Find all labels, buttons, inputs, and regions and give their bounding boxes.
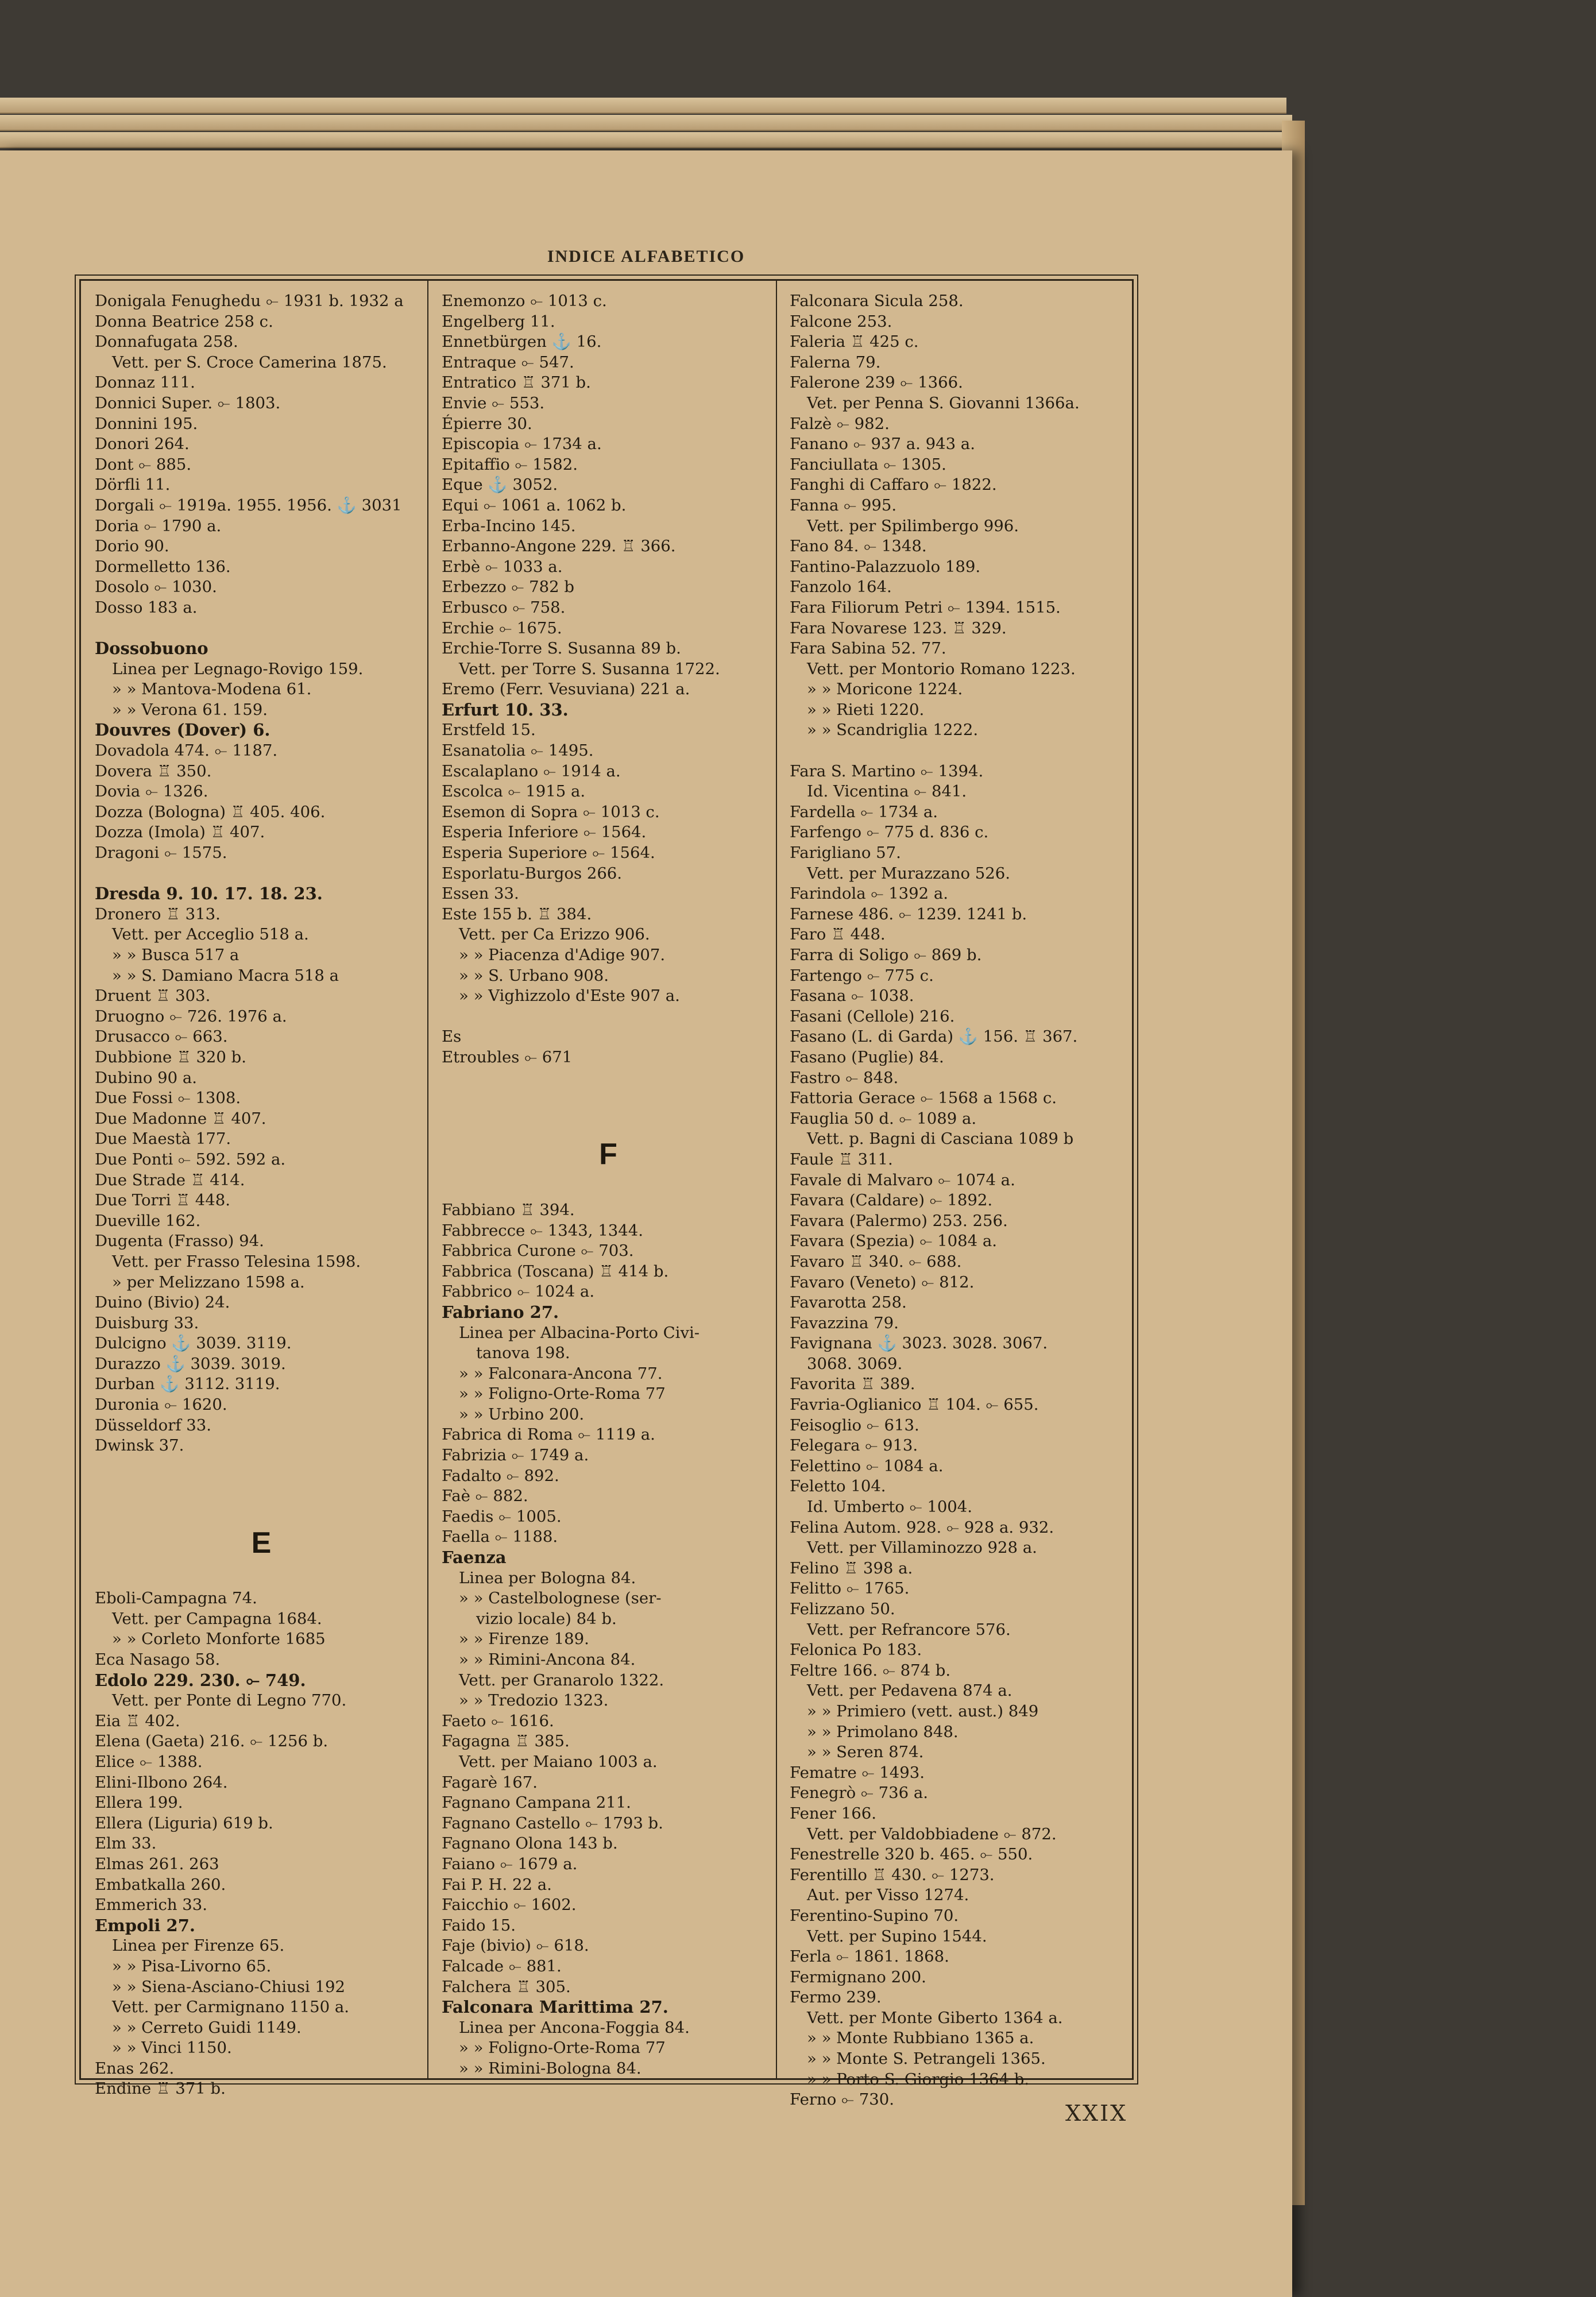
index-entry: Falconara Marittima 27. (442, 1997, 668, 2017)
index-entry: Vett. per Torre S. Susanna 1722. (459, 659, 720, 678)
index-entry: Embatkalla 260. (95, 1875, 226, 1894)
index-entry: Dozza (Imola) ♖ 407. (95, 823, 265, 842)
index-entry: Duino (Bivio) 24. (95, 1293, 230, 1312)
index-entry: 3068. 3069. (807, 1354, 903, 1373)
index-entry: Vet. per Penna S. Giovanni 1366a. (807, 393, 1080, 412)
index-entry: Ennetbürgen ⚓ 16. (442, 332, 602, 351)
spacer (790, 741, 1123, 761)
index-entry: Esemon di Sopra ⟜ 1013 c. (442, 802, 660, 821)
index-entry: Dovera ♖ 350. (95, 761, 212, 780)
index-entry: Dubino 90 a. (95, 1068, 198, 1087)
index-entry: Fantino-Palazzuolo 189. (790, 557, 981, 576)
index-entry: Favignana ⚓ 3023. 3028. 3067. (790, 1334, 1048, 1353)
index-entry: Fasano (Puglie) 84. (790, 1047, 944, 1066)
index-entry: Favria-Oglianico ♖ 104. ⟜ 655. (790, 1395, 1039, 1414)
index-entry: Dorio 90. (95, 537, 169, 556)
index-entry: Esperia Inferiore ⟜ 1564. (442, 823, 647, 842)
index-entry: Dorgali ⟜ 1919a. 1955. 1956. ⚓ 3031 (95, 496, 402, 515)
index-entry: Durban ⚓ 3112. 3119. (95, 1375, 280, 1394)
index-entry: Fagagna ♖ 385. (442, 1732, 570, 1751)
index-entry: Vett. p. Bagni di Casciana 1089 b (807, 1130, 1074, 1148)
index-entry: Felino ♖ 398 a. (790, 1559, 913, 1577)
index-entry: Erba-Incino 145. (442, 516, 576, 535)
index-entry: Faè ⟜ 882. (442, 1487, 528, 1506)
index-entry: Faedis ⟜ 1005. (442, 1507, 562, 1526)
index-entry: Vett. per Campagna 1684. (112, 1609, 322, 1628)
index-entry: Dont ⟜ 885. (95, 455, 192, 474)
index-entry: Fermo 239. (790, 1988, 882, 2007)
index-entry: Etroubles ⟜ 671 (442, 1047, 573, 1066)
index-entry: Doria ⟜ 1790 a. (95, 516, 222, 535)
index-entry: Faenza (442, 1548, 507, 1568)
index-entry: Fabbrecce ⟜ 1343, 1344. (442, 1221, 643, 1240)
index-entry: Vett. per Ponte di Legno 770. (112, 1691, 347, 1710)
index-entry: Vett. per Monte Giberto 1364 a. (807, 2008, 1063, 2027)
index-entry: » » Verona 61. 159. (112, 700, 268, 719)
index-entry: Fanano ⟜ 937 a. 943 a. (790, 435, 975, 454)
index-entry: Falerone 239 ⟜ 1366. (790, 373, 963, 392)
index-entry: Vett. per Villaminozzo 928 a. (807, 1538, 1037, 1557)
index-entry: Fardella ⟜ 1734 a. (790, 802, 938, 821)
index-entry: » » Tredozio 1323. (459, 1691, 609, 1710)
index-entry: Fattoria Gerace ⟜ 1568 a 1568 c. (790, 1089, 1057, 1108)
page-number: XXIX (1065, 2101, 1128, 2126)
index-entry: Donnaz 111. (95, 373, 195, 392)
index-entry: Dubbione ♖ 320 b. (95, 1047, 247, 1066)
index-entry: Favara (Caldare) ⟜ 1892. (790, 1191, 993, 1210)
index-entry: » » Rimini-Bologna 84. (459, 2059, 642, 2078)
index-entry: Fasano (L. di Garda) ⚓ 156. ♖ 367. (790, 1027, 1078, 1046)
index-entry: Düsseldorf 33. (95, 1416, 212, 1434)
index-entry: Fano 84. ⟜ 1348. (790, 537, 927, 556)
index-entry: Ferla ⟜ 1861. 1868. (790, 1947, 949, 1966)
index-entry: Favaro (Veneto) ⟜ 812. (790, 1273, 975, 1291)
index-entry: Due Strade ♖ 414. (95, 1170, 245, 1189)
index-entry: Vett. per Carmignano 1150 a. (112, 1998, 349, 2017)
index-entry: Ellera 199. (95, 1793, 183, 1812)
index-entry: Fagnano Campana 211. (442, 1793, 631, 1812)
index-entry: Entratico ♖ 371 b. (442, 373, 591, 392)
index-entry: Falcone 253. (790, 312, 892, 331)
index-entry: Epitaffio ⟜ 1582. (442, 455, 578, 474)
index-entry: Fenegrò ⟜ 736 a. (790, 1784, 928, 1803)
index-entry: Dosso 183 a. (95, 598, 198, 617)
index-entry: Equi ⟜ 1061 a. 1062 b. (442, 496, 627, 515)
index-entry: Douvres (Dover) 6. (95, 720, 270, 740)
index-entry: » » Scandriglia 1222. (807, 721, 979, 740)
index-entry: Dulcigno ⚓ 3039. 3119. (95, 1334, 292, 1353)
index-entry: Envie ⟜ 553. (442, 393, 545, 412)
index-column-3 (790, 291, 1123, 2110)
index-entry: Fadalto ⟜ 892. (442, 1466, 559, 1485)
index-entry: Farfengo ⟜ 775 d. 836 c. (790, 823, 989, 842)
index-entry: Faido 15. (442, 1916, 516, 1935)
index-entry: » » Castelbolognese (ser- (459, 1589, 662, 1608)
index-entry: Linea per Bologna 84. (459, 1568, 636, 1587)
index-entry: Erbezzo ⟜ 782 b (442, 578, 574, 597)
index-entry: Fai P. H. 22 a. (442, 1875, 552, 1894)
index-entry: Fauglia 50 d. ⟜ 1089 a. (790, 1109, 977, 1128)
index-entry: » » S. Damiano Macra 518 a (112, 966, 339, 985)
spacer (442, 1007, 775, 1027)
index-entry: Erbanno-Angone 229. ♖ 366. (442, 537, 676, 556)
index-entry: Vett. per Granarolo 1322. (459, 1670, 664, 1689)
index-column-1 (95, 291, 428, 2099)
index-entry: Fabbrico ⟜ 1024 a. (442, 1282, 595, 1301)
index-entry: Dronero ♖ 313. (95, 904, 221, 923)
index-entry: Edolo 229. 230. ⟜ 749. (95, 1670, 306, 1690)
index-entry: Erstfeld 15. (442, 721, 536, 740)
index-entry: Endine ♖ 371 b. (95, 2079, 226, 2098)
spacer (442, 1068, 775, 1089)
index-entry: Erbusco ⟜ 758. (442, 598, 566, 617)
index-entry: Vett. per Montorio Romano 1223. (807, 659, 1076, 678)
index-entry: Essen 33. (442, 884, 519, 903)
index-entry: Faiano ⟜ 1679 a. (442, 1854, 578, 1873)
index-entry: Fara Novarese 123. ♖ 329. (790, 618, 1007, 637)
index-entry: Empoli 27. (95, 1915, 195, 1935)
index-entry: Dragoni ⟜ 1575. (95, 844, 227, 863)
index-entry: Fener 166. (790, 1804, 876, 1823)
index-entry: Donigala Fenughedu ⟜ 1931 b. 1932 a (95, 292, 404, 310)
index-page (0, 150, 1292, 2297)
index-entry: Felonica Po 183. (790, 1641, 922, 1660)
index-entry: Episcopia ⟜ 1734 a. (442, 435, 602, 454)
spacer (442, 1109, 775, 1130)
index-entry: Vett. per Murazzano 526. (807, 864, 1010, 883)
index-entry: Ferentino-Supino 70. (790, 1906, 959, 1925)
index-entry: Eremo (Ferr. Vesuviana) 221 a. (442, 680, 690, 699)
index-entry: Druogno ⟜ 726. 1976 a. (95, 1007, 287, 1026)
index-entry: » » Vighizzolo d'Este 907 a. (459, 987, 680, 1006)
index-entry: Vett. per Maiano 1003 a. (459, 1752, 658, 1771)
index-entry: Fanna ⟜ 995. (790, 496, 897, 515)
index-entry: Donnini 195. (95, 414, 198, 433)
index-entry: » » Urbino 200. (459, 1405, 585, 1424)
index-entry: Favorita ♖ 389. (790, 1375, 915, 1394)
index-entry: Eca Nasago 58. (95, 1650, 221, 1669)
index-entry: Vett. per Valdobbiadene ⟜ 872. (807, 1824, 1057, 1843)
index-entry: Felina Autom. 928. ⟜ 928 a. 932. (790, 1518, 1054, 1537)
index-entry: Feisoglio ⟜ 613. (790, 1416, 919, 1434)
index-entry: » » Primiero (vett. aust.) 849 (807, 1702, 1039, 1720)
index-entry: Id. Vicentina ⟜ 841. (807, 782, 967, 801)
index-entry: Farnese 486. ⟜ 1239. 1241 b. (790, 904, 1027, 923)
index-entry: » » Vinci 1150. (112, 2039, 232, 2058)
index-entry: » » Siena-Asciano-Chiusi 192 (112, 1977, 345, 1996)
index-entry: Due Maestà 177. (95, 1130, 231, 1148)
index-entry: Favara (Palermo) 253. 256. (790, 1211, 1008, 1230)
index-column-2 (442, 291, 775, 2079)
index-entry: Fara S. Martino ⟜ 1394. (790, 761, 984, 780)
index-entry: Falconara Sicula 258. (790, 292, 964, 310)
index-entry: » » Busca 517 a (112, 946, 239, 964)
index-entry: Elini-Ilbono 264. (95, 1773, 228, 1792)
index-entry: Fabbrica (Toscana) ♖ 414 b. (442, 1262, 669, 1281)
index-entry: Elmas 261. 263 (95, 1854, 219, 1873)
index-entry: » » Monte S. Petrangeli 1365. (807, 2049, 1046, 2068)
index-entry: Emmerich 33. (95, 1896, 208, 1915)
index-entry: Vett. per Refrancore 576. (807, 1620, 1011, 1639)
index-entry: Eboli-Campagna 74. (95, 1589, 257, 1608)
index-entry: Feltre 166. ⟜ 874 b. (790, 1661, 951, 1680)
index-entry: Faje (bivio) ⟜ 618. (442, 1936, 589, 1955)
index-entry: Vett. per Supino 1544. (807, 1927, 987, 1946)
index-entry: Due Fossi ⟜ 1308. (95, 1089, 241, 1108)
index-entry: Esperia Superiore ⟜ 1564. (442, 844, 655, 863)
index-entry: Dormelletto 136. (95, 557, 231, 576)
index-entry: Ferentillo ♖ 430. ⟜ 1273. (790, 1865, 995, 1884)
section-letter: F (599, 1138, 617, 1171)
index-entry: Drusacco ⟜ 663. (95, 1027, 228, 1046)
index-entry: Faeto ⟜ 1616. (442, 1711, 554, 1730)
index-entry: » » Corleto Monforte 1685 (112, 1630, 326, 1649)
index-entry: Farra di Soligo ⟜ 869 b. (790, 946, 982, 964)
index-entry: Favaro ♖ 340. ⟜ 688. (790, 1252, 962, 1271)
page-stack-edge (0, 98, 1286, 114)
index-entry: Fabrizia ⟜ 1749 a. (442, 1446, 589, 1465)
spacer (95, 1568, 428, 1589)
index-entry: Elm 33. (95, 1834, 157, 1853)
index-entry: Due Madonne ♖ 407. (95, 1109, 266, 1128)
index-entry: Farigliano 57. (790, 844, 901, 863)
index-entry: » » Primolano 848. (807, 1722, 959, 1741)
index-entry: Id. Umberto ⟜ 1004. (807, 1498, 973, 1517)
index-entry: » » Falconara-Ancona 77. (459, 1364, 663, 1383)
index-entry: Donnafugata 258. (95, 332, 238, 351)
index-entry: » » Rieti 1220. (807, 700, 925, 719)
index-entry: tanova 198. (476, 1344, 570, 1363)
index-entry: Fabbiano ♖ 394. (442, 1200, 575, 1219)
index-entry: Dovia ⟜ 1326. (95, 782, 208, 801)
index-entry: Ferno ⟜ 730. (790, 2090, 894, 2109)
index-entry: » » Moricone 1224. (807, 680, 963, 699)
index-entry: Fara Sabina 52. 77. (790, 639, 946, 658)
index-entry: Faleria ♖ 425 c. (790, 332, 919, 351)
spacer (95, 1456, 428, 1477)
index-entry: Dovadola 474. ⟜ 1187. (95, 741, 278, 760)
index-entry: Enas 262. (95, 2059, 175, 2078)
index-entry: Feletto 104. (790, 1477, 886, 1496)
index-entry: Erchie ⟜ 1675. (442, 618, 562, 637)
index-entry: vizio locale) 84 b. (476, 1609, 617, 1628)
column-divider (776, 281, 777, 2078)
index-entry: Fematre ⟜ 1493. (790, 1763, 925, 1782)
index-entry: Linea per Ancona-Foggia 84. (459, 2018, 690, 2037)
index-entry: » » Monte Rubbiano 1365 a. (807, 2029, 1034, 2048)
index-entry: Druent ♖ 303. (95, 987, 211, 1006)
index-entry: » » Foligno-Orte-Roma 77 (459, 2039, 666, 2058)
index-entry: Donna Beatrice 258 c. (95, 312, 273, 331)
index-entry: Enemonzo ⟜ 1013 c. (442, 292, 607, 310)
spacer (442, 1180, 775, 1200)
index-entry: Vett. per Acceglio 518 a. (112, 925, 309, 944)
index-entry: Felizzano 50. (790, 1600, 895, 1618)
spacer (442, 1088, 775, 1109)
index-entry: Falcade ⟜ 881. (442, 1956, 562, 1975)
index-entry: Aut. per Visso 1274. (807, 1886, 969, 1905)
index-entry: Favarotta 258. (790, 1293, 907, 1312)
index-entry: Linea per Albacina-Porto Civi- (459, 1323, 700, 1342)
section-letter: E (251, 1526, 272, 1560)
index-entry: Fagnano Castello ⟜ 1793 b. (442, 1813, 663, 1832)
index-entry: Donnici Super. ⟜ 1803. (95, 393, 281, 412)
index-entry: Fagnano Olona 143 b. (442, 1834, 618, 1853)
index-entry: Felegara ⟜ 913. (790, 1436, 918, 1455)
index-entry: Esporlatu-Burgos 266. (442, 864, 623, 883)
index-entry: Vett. per Ca Erizzo 906. (459, 925, 650, 944)
index-entry: Erfurt 10. 33. (442, 699, 569, 720)
index-entry: » » Cerreto Guidi 1149. (112, 2018, 302, 2037)
index-entry: Dosolo ⟜ 1030. (95, 578, 217, 597)
page-stack-edge (0, 132, 1299, 148)
index-entry: Escalaplano ⟜ 1914 a. (442, 761, 621, 780)
index-entry: » » Foligno-Orte-Roma 77 (459, 1385, 666, 1403)
index-entry: Dozza (Bologna) ♖ 405. 406. (95, 802, 326, 821)
index-entry: Dörfli 11. (95, 475, 171, 494)
index-entry: Dresda 9. 10. 17. 18. 23. (95, 884, 323, 904)
index-entry: Due Ponti ⟜ 592. 592 a. (95, 1150, 286, 1169)
index-entry: Due Torri ♖ 448. (95, 1191, 230, 1210)
index-entry: Erchie-Torre S. Susanna 89 b. (442, 639, 681, 658)
index-entry: Es (442, 1027, 462, 1046)
index-frame (79, 279, 1134, 2109)
index-entry: Fagarè 167. (442, 1773, 538, 1792)
index-entry: Engelberg 11. (442, 312, 555, 331)
index-entry: Fabriano 27. (442, 1302, 559, 1322)
index-entry: Farindola ⟜ 1392 a. (790, 884, 948, 903)
index-entry: Fanzolo 164. (790, 578, 892, 597)
spacer (95, 1476, 428, 1497)
index-entry: Épierre 30. (442, 414, 532, 433)
index-entry: Vett. per Spilimbergo 996. (807, 516, 1019, 535)
index-entry: Vett. per Frasso Telesina 1598. (112, 1252, 361, 1271)
index-entry: Este 155 b. ♖ 384. (442, 904, 592, 923)
spacer (95, 618, 428, 639)
index-entry: Dossobuono (95, 639, 208, 659)
index-entry: Fanghi di Caffaro ⟜ 1822. (790, 475, 997, 494)
index-entry: Ellera (Liguria) 619 b. (95, 1813, 273, 1832)
index-entry: Esanatolia ⟜ 1495. (442, 741, 594, 760)
index-entry: Fermignano 200. (790, 1967, 926, 1986)
index-entry: » » Porto S. Giorgio 1364 b. (807, 2070, 1030, 2089)
index-entry: Vett. per S. Croce Camerina 1875. (112, 353, 387, 372)
index-entry: Dueville 162. (95, 1211, 201, 1230)
index-entry: Fenestrelle 320 b. 465. ⟜ 550. (790, 1845, 1033, 1864)
index-entry: Erbè ⟜ 1033 a. (442, 557, 563, 576)
index-entry: » » Piacenza d'Adige 907. (459, 946, 666, 964)
index-entry: Durazzo ⚓ 3039. 3019. (95, 1354, 286, 1373)
index-entry: Fasana ⟜ 1038. (790, 987, 914, 1006)
index-entry: » » Seren 874. (807, 1743, 924, 1762)
index-entry: » » S. Urbano 908. (459, 966, 609, 985)
index-entry: » » Rimini-Ancona 84. (459, 1650, 636, 1669)
page-stack-edge (0, 115, 1292, 131)
index-entry: Elena (Gaeta) 216. ⟜ 1256 b. (95, 1732, 329, 1751)
index-entry: Dugenta (Frasso) 94. (95, 1232, 264, 1251)
index-entry: Faule ♖ 311. (790, 1150, 893, 1169)
spacer (95, 864, 428, 884)
index-entry: Fanciullata ⟜ 1305. (790, 455, 946, 474)
index-entry: Fasani (Cellole) 216. (790, 1007, 955, 1026)
index-entry: Elice ⟜ 1388. (95, 1752, 203, 1771)
index-entry: Faro ♖ 448. (790, 925, 886, 944)
index-entry: Falzè ⟜ 982. (790, 414, 890, 433)
index-entry: Donori 264. (95, 435, 190, 454)
index-entry: Faicchio ⟜ 1602. (442, 1896, 577, 1915)
index-entry: Dwinsk 37. (95, 1436, 184, 1455)
spacer (95, 1497, 428, 1518)
index-entry: Vett. per Pedavena 874 a. (807, 1681, 1013, 1700)
index-entry: Fastro ⟜ 848. (790, 1068, 899, 1087)
index-entry: Felettino ⟜ 1084 a. (790, 1456, 944, 1475)
index-entry: Fara Filiorum Petri ⟜ 1394. 1515. (790, 598, 1061, 617)
index-entry: Fartengo ⟜ 775 c. (790, 966, 934, 985)
index-entry: Favara (Spezia) ⟜ 1084 a. (790, 1232, 998, 1251)
index-entry: » » Firenze 189. (459, 1630, 589, 1649)
index-entry: Fabbrica Curone ⟜ 703. (442, 1242, 634, 1260)
index-entry: » » Pisa-Livorno 65. (112, 1956, 272, 1975)
index-entry: Duisburg 33. (95, 1313, 199, 1332)
index-entry: Falerna 79. (790, 353, 881, 372)
index-entry: Favazzina 79. (790, 1313, 899, 1332)
index-entry: Duronia ⟜ 1620. (95, 1395, 227, 1414)
index-entry: » » Mantova-Modena 61. (112, 680, 312, 699)
index-entry: Felitto ⟜ 1765. (790, 1579, 910, 1598)
index-entry: » per Melizzano 1598 a. (112, 1273, 305, 1291)
index-entry: Favale di Malvaro ⟜ 1074 a. (790, 1170, 1015, 1189)
page-header: INDICE ALFABETICO (547, 247, 745, 266)
index-entry: Linea per Legnago-Rovigo 159. (112, 659, 364, 678)
index-entry: Entraque ⟜ 547. (442, 353, 574, 372)
index-entry: Eque ⚓ 3052. (442, 475, 558, 494)
index-entry: Falchera ♖ 305. (442, 1977, 571, 1996)
index-entry: Eia ♖ 402. (95, 1711, 180, 1730)
index-entry: Linea per Firenze 65. (112, 1936, 285, 1955)
index-entry: Fabrica di Roma ⟜ 1119 a. (442, 1425, 655, 1444)
index-entry: Faella ⟜ 1188. (442, 1528, 558, 1546)
index-entry: Escolca ⟜ 1915 a. (442, 782, 586, 801)
